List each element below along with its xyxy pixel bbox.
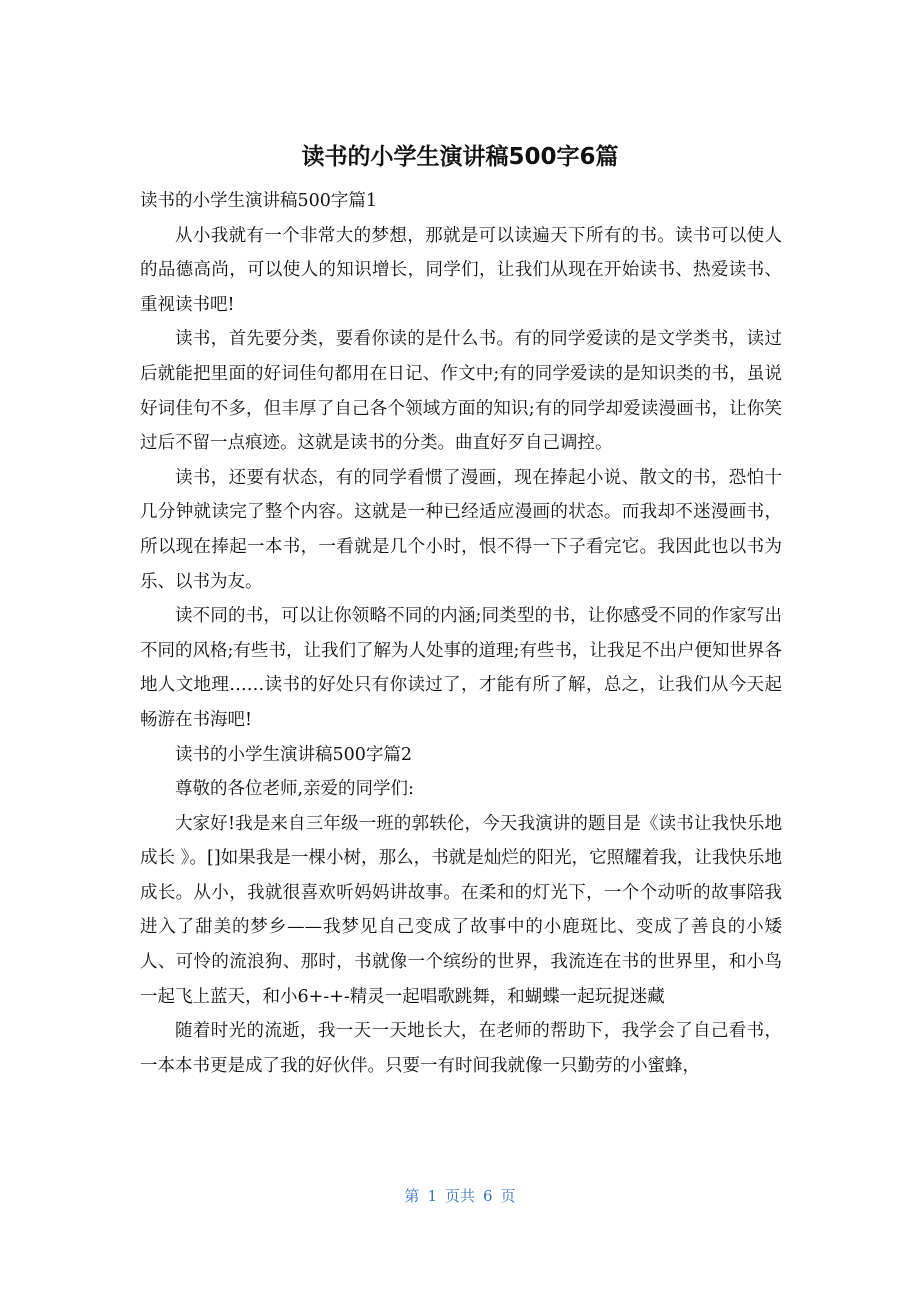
page-label-prefix: 第 bbox=[404, 1187, 420, 1205]
paragraph: 从小我就有一个非常大的梦想，那就是可以读遍天下所有的书。读书可以使人的品德高尚，可以使人的知识增长，同学们，让我们从现在开始读书、热爱读书、重视读书吧! bbox=[140, 225, 782, 315]
document-body bbox=[140, 184, 782, 1083]
paragraph: 读书，还要有状态，有的同学看惯了漫画，现在捧起小说、散文的书，恐怕十几分钟就读完了整个内容。这就是一种已经适应漫画的状态。而我却不迷漫画书，所以现在捧起一本书，一看就是几个小时，恨不得一下子看完它。我因此也以书为乐、以书为友。 bbox=[140, 467, 782, 592]
document-title: 读书的小学生演讲稿500字6篇 bbox=[301, 144, 619, 170]
section-heading-2: 读书的小学生演讲稿500字篇2 bbox=[175, 744, 413, 765]
total-pages-number: 6 bbox=[483, 1187, 493, 1205]
section-heading-1: 读书的小学生演讲稿500字篇1 bbox=[140, 191, 378, 211]
salutation: 尊敬的各位老师,亲爱的同学们: bbox=[175, 779, 414, 800]
current-page-number: 1 bbox=[427, 1187, 437, 1205]
paragraph: 大家好!我是来自三年级一班的郭轶伦，今天我演讲的题目是《读书让我快乐地成长 》。[]如果我是一棵小树，那么，书就是灿烂的阳光，它照耀着我，让我快乐地成长。从小，我就很喜欢听妈妈讲故事。在柔和的灯光下，一个个动听的故事陪我进入了甜美的梦乡——我梦见自己变成了故事中的小鹿斑比、变成了善良的小矮人、可怜的流浪狗、那时，书就像一个缤纷的世界，我流连在书的世界里，和小鸟一起飞上蓝天，和小6+-+-精灵一起唱歌跳舞，和蝴蝶一起玩捉迷藏 bbox=[140, 813, 782, 1007]
page-label-middle: 页共 bbox=[444, 1187, 475, 1205]
paragraph: 读书，首先要分类，要看你读的是什么书。有的同学爱读的是文学类书，读过后就能把里面的好词佳句都用在日记、作文中;有的同学爱读的是知识类的书，虽说好词佳句不多，但丰厚了自己各个领域方面的知识;有的同学却爱读漫画书，让你笑过后不留一点痕迹。这就是读书的分类。曲直好歹自己调控。 bbox=[140, 329, 782, 454]
page-label-suffix: 页 bbox=[500, 1187, 516, 1205]
paragraph: 读不同的书，可以让你领略不同的内涵;同类型的书，让你感受不同的作家写出不同的风格;有些书，让我们了解为人处事的道理;有些书，让我足不出户便知世界各地人文地理……读书的好处只有你读过了，才能有所了解，总之，让我们从今天起畅游在书海吧! bbox=[140, 606, 782, 730]
paragraph: 随着时光的流逝，我一天一天地长大，在老师的帮助下，我学会了自己看书，一本本书更是成了我的好伙伴。只要一有时间我就像一只勤劳的小蜜蜂， bbox=[140, 1021, 782, 1076]
page-number-footer bbox=[0, 1184, 920, 1208]
